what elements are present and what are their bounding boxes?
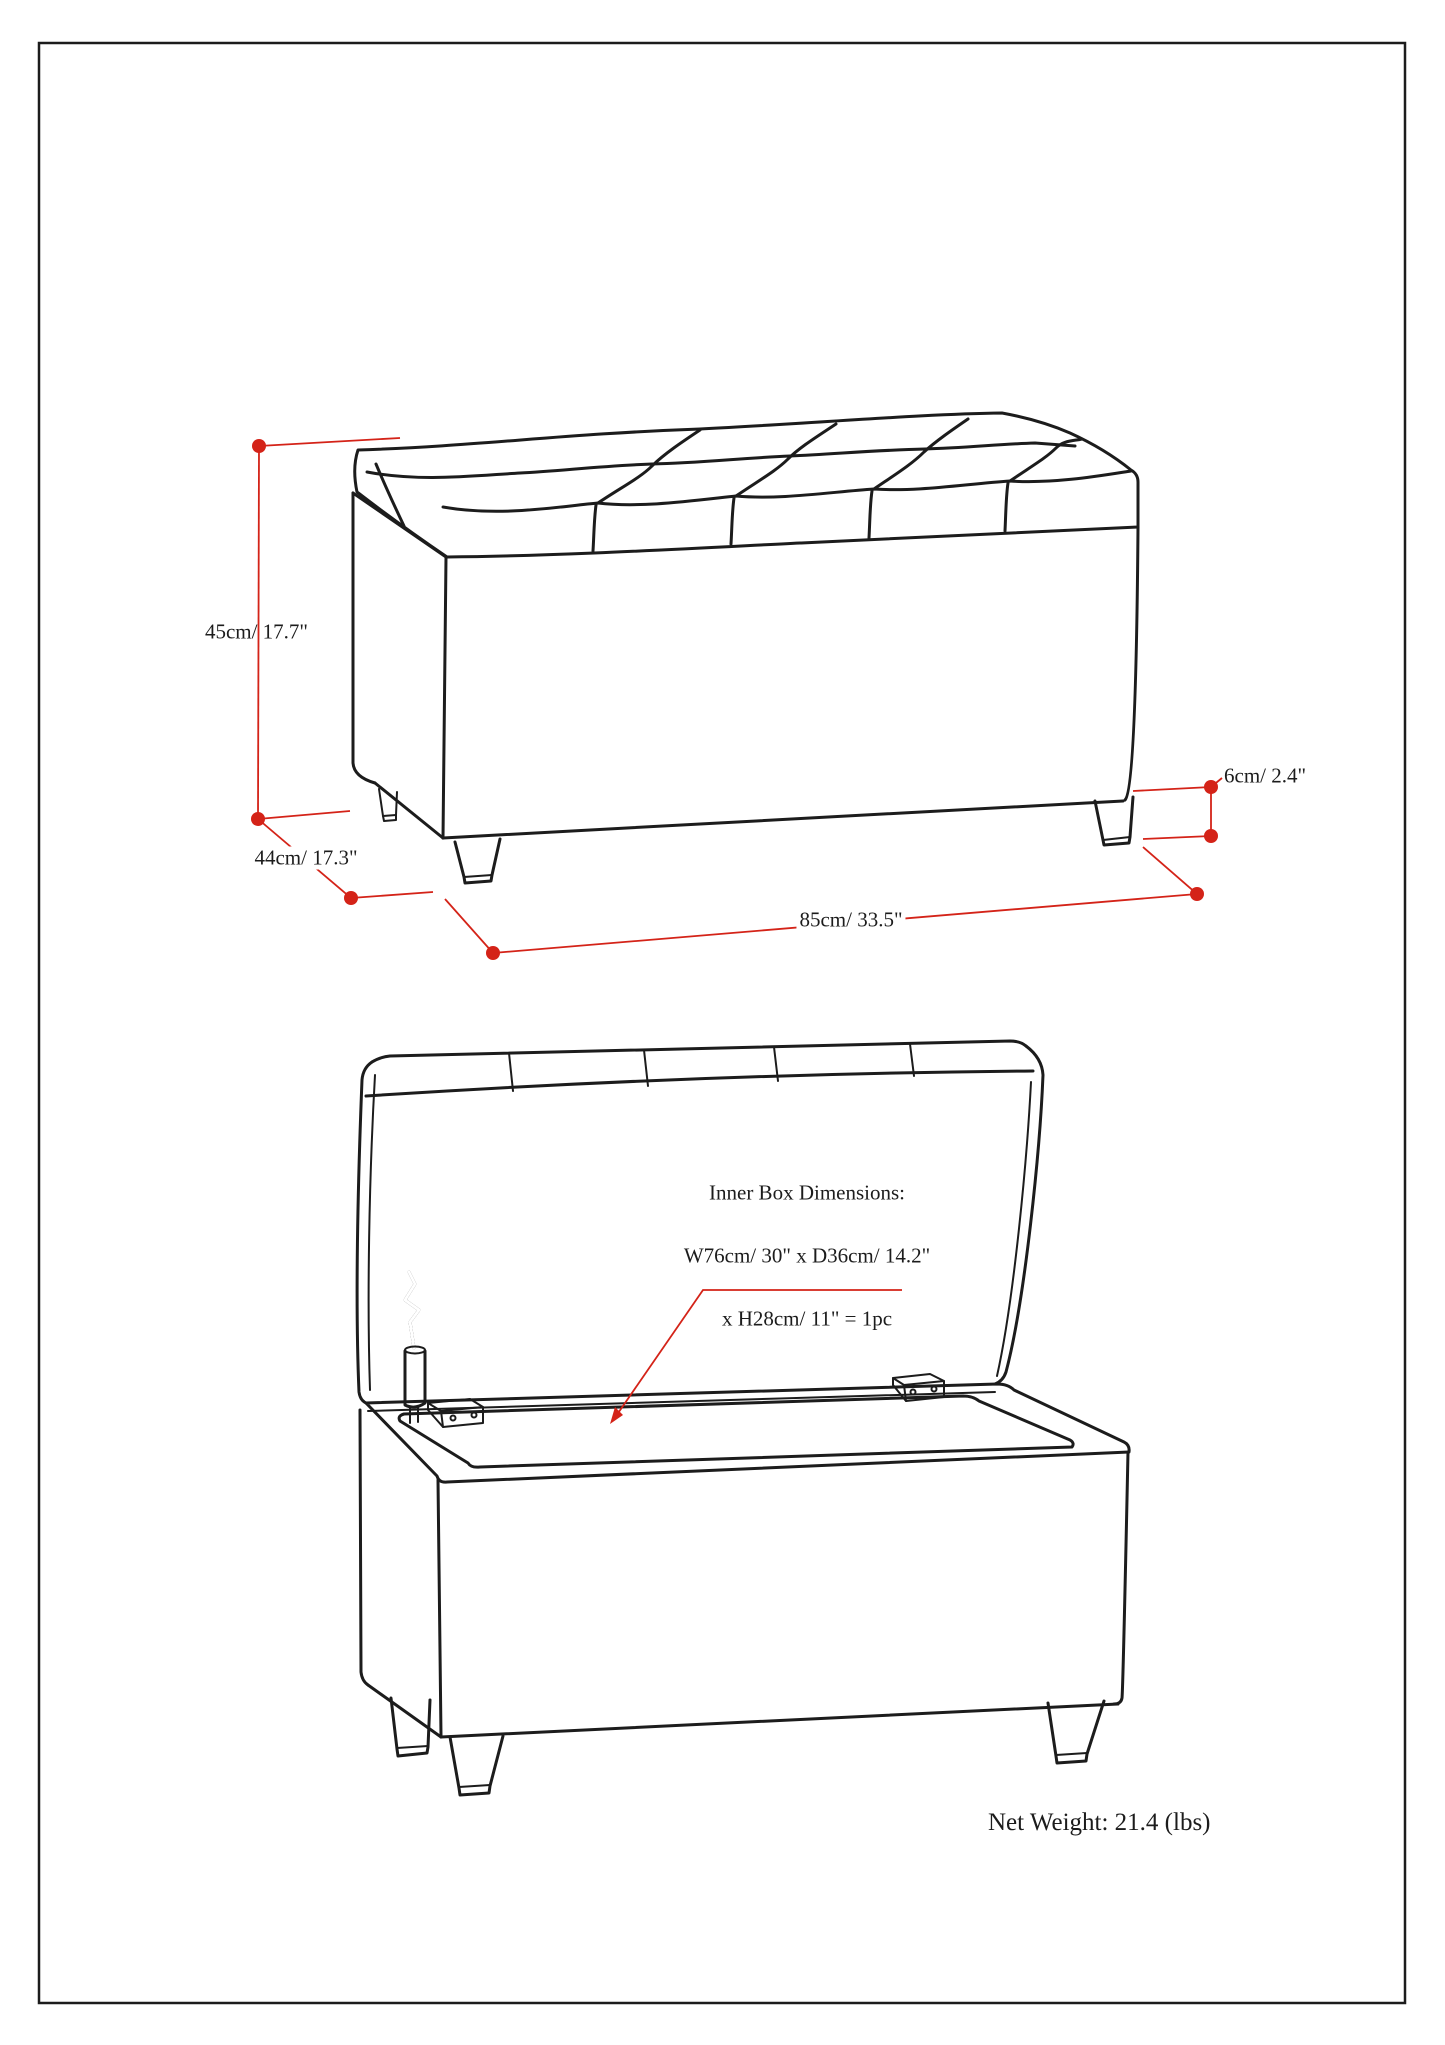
width-dimension-label: 85cm/ 33.5" [796,909,905,932]
cushion-column-seam-2 [736,424,836,496]
height-dot-top [252,439,266,453]
body-front-bottom-edge [443,801,1123,838]
lid-strip-seam-4 [910,1044,914,1076]
leg-height-extension-bottom [1143,836,1211,839]
open-box [360,1384,1129,1737]
open-ottoman-legs [391,1698,1104,1795]
box-front-left-edge [438,1480,441,1736]
rear-left-leg-foot [397,1746,428,1748]
leg-height-dot-bottom [1204,829,1218,843]
body-front-right-edge [1125,527,1138,800]
cushion-outline [355,413,1138,557]
strut-cylinder [405,1351,425,1407]
inner-box-annotation [684,1141,930,1372]
net-weight-label: Net Weight: 21.4 (lbs) [988,1809,1211,1836]
right-hinge-screw-2 [932,1387,937,1392]
front-right-leg-foot [1103,837,1130,840]
cushion-band-seam-1 [593,505,596,551]
strut-rod-core [405,1272,419,1348]
lid-inner-left-line [369,1075,375,1390]
right-hinge-screw-1 [911,1390,916,1395]
inner-box-annotation-line2: W76cm/ 30" x D36cm/ 14.2" [683,1243,931,1268]
height-dimension-label: 45cm/ 17.7" [204,619,308,644]
box-left-rear-edge [360,1410,368,1685]
leg-height-dot-top [1204,780,1218,794]
front-left-leg-foot [464,875,492,877]
cushion-band-seam-4 [1005,483,1008,531]
width-extension-left [445,899,493,953]
width-dimension [445,847,1204,960]
cushion-band-seam-3 [869,491,872,538]
height-extension-top [259,438,400,446]
cushion-row-seam [367,443,1075,478]
rear-left-leg-foot [383,815,396,816]
leg-height-extension-top [1133,787,1211,791]
leg-height-dimension [1133,778,1222,843]
cushion-column-seam-3 [874,419,968,489]
front-left-leg-foot [459,1785,490,1787]
lid-right-edge [995,1046,1043,1384]
closed-ottoman-drawing [353,413,1138,883]
closed-ottoman-cushion [355,413,1138,557]
front-right-leg-foot [1056,1753,1087,1755]
depth-extension [351,892,433,898]
left-hinge-screw-2 [472,1413,477,1418]
lid-top-strip-line [366,1071,1033,1096]
box-front-bottom-edge [441,1704,1118,1737]
width-dot-right [1190,887,1204,901]
body-left-edge [353,493,375,783]
body-left-bottom-edge [375,783,443,838]
height-extension-bottom [258,811,350,819]
inner-box-annotation-line3: x H28cm/ 11" = 1pc [721,1306,893,1331]
width-extension-right [1143,847,1197,894]
box-front-right-edge [1114,1452,1128,1704]
width-dot-left [486,946,500,960]
depth-dot [344,891,358,905]
cushion-band-seam-2 [731,498,734,544]
left-hinge-screw-1 [451,1416,456,1421]
lid-top-edge [372,1041,1026,1062]
cushion-front-top-edge [443,471,1131,511]
depth-dimension-label: 44cm/ 17.3" [251,847,360,870]
lid-strip-seam-1 [509,1053,513,1091]
page-border [39,43,1405,2003]
leg-height-dimension-label: 6cm/ 2.4" [1224,763,1307,788]
inner-box-annotation-line1: Inner Box Dimensions: [709,1180,905,1205]
body-front-left-edge [443,557,446,838]
